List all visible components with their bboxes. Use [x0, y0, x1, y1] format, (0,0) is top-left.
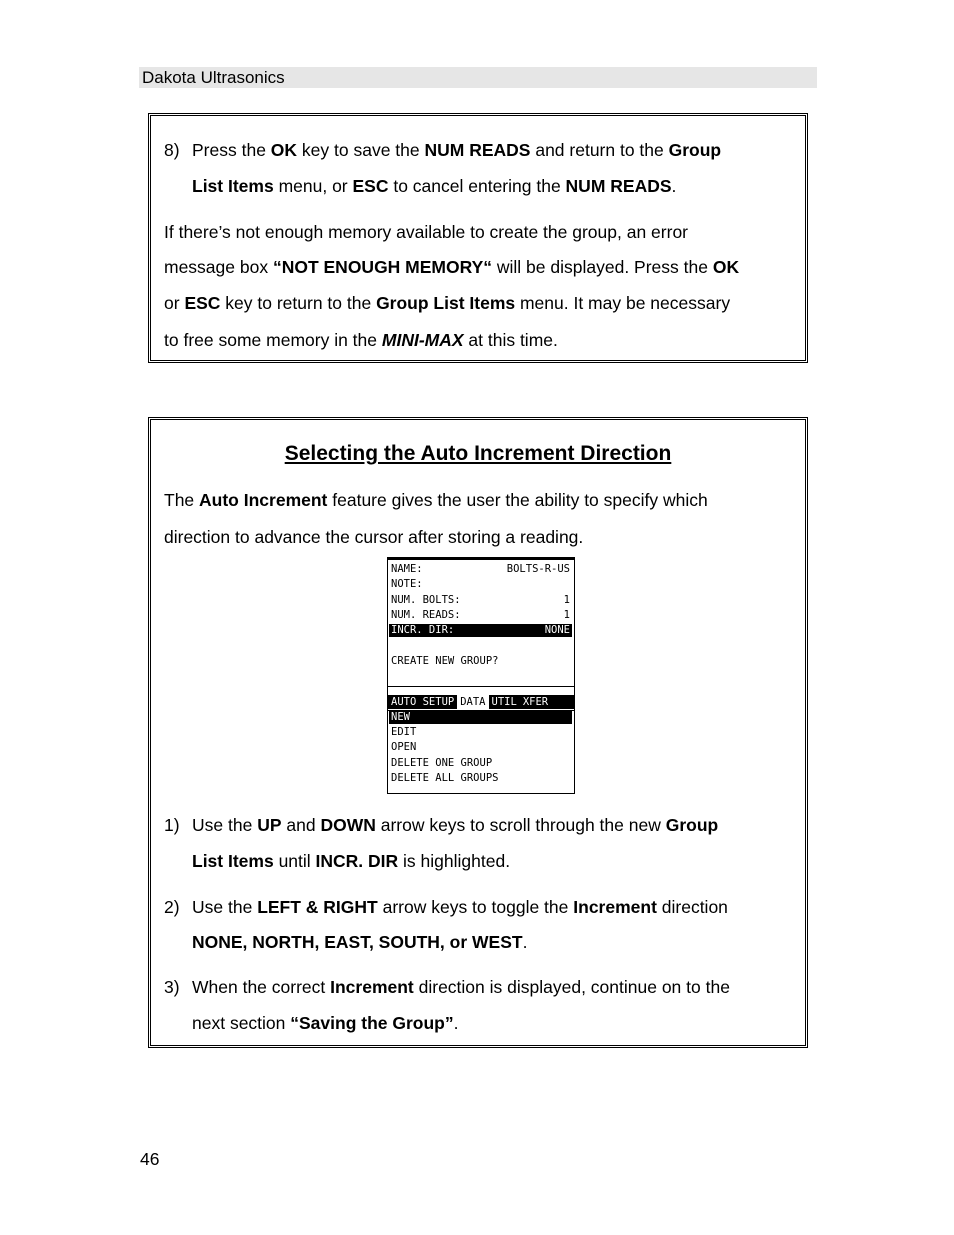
intro-line-2: direction to advance the cursor after storing a reading.	[164, 527, 584, 547]
instruction-box-save-group	[148, 113, 808, 363]
section-title: Selecting the Auto Increment Direction	[284, 442, 672, 465]
step-3-line-2: next section “Saving the Group”.	[192, 1013, 459, 1033]
lcd-menu-delete-all: DELETE ALL GROUPS	[391, 772, 499, 784]
lcd-tab-util: UTIL	[491, 696, 517, 708]
lcd-tab-bar	[388, 695, 574, 709]
lcd-tab-data: DATA	[457, 695, 488, 709]
step-2-line-2: NONE, NORTH, EAST, SOUTH, or WEST.	[192, 932, 528, 952]
instruction-box-auto-increment	[148, 417, 808, 1048]
lcd-screenshot	[387, 557, 575, 794]
lcd-row-num-bolts: NUM. BOLTS: 1	[391, 594, 570, 606]
lcd-menu-edit: EDIT	[391, 726, 417, 738]
lcd-menu-open: OPEN	[391, 741, 417, 753]
step-2-line-1: Use the LEFT & RIGHT arrow keys to toggle the Increment direction	[192, 897, 728, 917]
lcd-row-incr-dir: INCR. DIR: NONE	[391, 624, 570, 636]
lcd-row-create-group: CREATE NEW GROUP?	[391, 655, 499, 667]
lcd-menu-new: NEW	[389, 711, 572, 724]
memory-note-line-2: message box “NOT ENOUGH MEMORY“ will be displayed. Press the OK	[164, 257, 740, 277]
header-title: Dakota Ultrasonics	[142, 68, 285, 87]
lcd-menu-delete-one: DELETE ONE GROUP	[391, 757, 493, 769]
lcd-row-note: NOTE:	[391, 578, 423, 590]
lcd-row-num-reads: NUM. READS: 1	[391, 609, 570, 621]
lcd-tab-auto-setup: AUTO SETUP	[391, 696, 455, 708]
memory-note-line-3: or ESC key to return to the Group List Items menu. It may be necessary	[164, 293, 731, 313]
step-8-line-1: Press the OK key to save the NUM READS and return to the Group	[192, 140, 722, 160]
step-number: 3)	[164, 977, 180, 997]
lcd-tab-xfer: XFER	[522, 696, 549, 708]
running-header	[139, 67, 817, 88]
memory-note-line-1: If there’s not enough memory available to create the group, an error	[164, 222, 689, 242]
step-1-line-1: Use the UP and DOWN arrow keys to scroll through the new Group	[192, 815, 719, 835]
lcd-divider	[388, 686, 574, 687]
page-number: 46	[140, 1149, 160, 1169]
step-1-line-2: List Items until INCR. DIR is highlighted.	[192, 851, 511, 871]
step-3-line-1: When the correct Increment direction is displayed, continue on to the	[192, 977, 730, 997]
step-number: 2)	[164, 897, 180, 917]
step-number: 1)	[164, 815, 180, 835]
memory-note-line-4: to free some memory in the MINI-MAX at this time.	[164, 330, 558, 350]
lcd-row-name: NAME: BOLTS-R-US	[391, 563, 570, 575]
step-8-line-2: List Items menu, or ESC to cancel entering the NUM READS.	[192, 176, 677, 196]
intro-line-1: The Auto Increment feature gives the user the ability to specify which	[164, 490, 708, 510]
step-number: 8)	[164, 140, 180, 160]
